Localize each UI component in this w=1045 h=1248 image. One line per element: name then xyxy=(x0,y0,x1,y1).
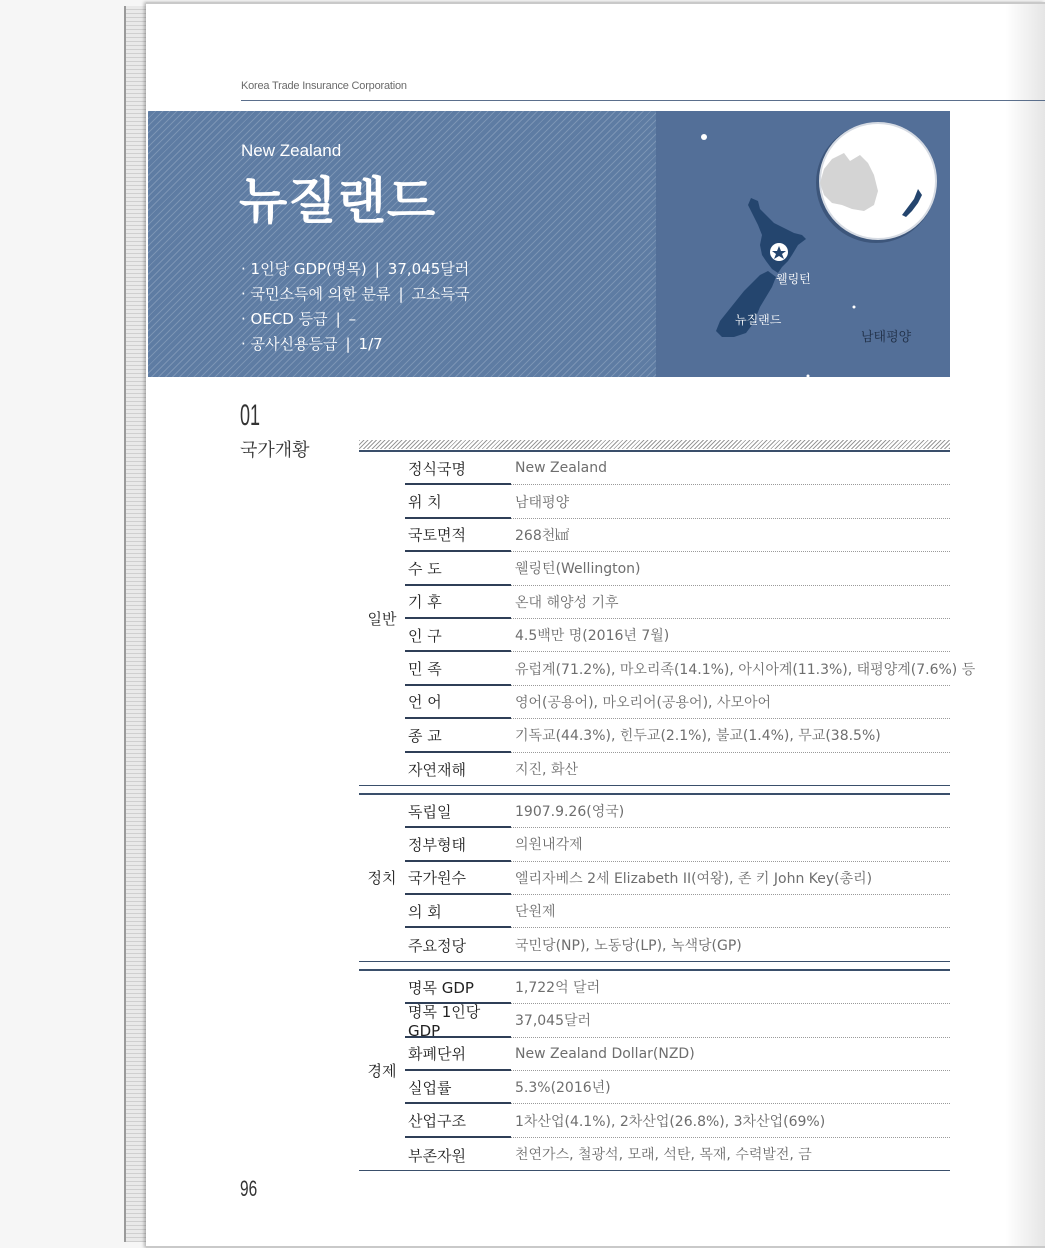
row-key: 명목 1인당 GDP xyxy=(405,1005,511,1037)
row-key: 부존자원 xyxy=(408,1146,466,1165)
table-row xyxy=(405,1071,950,1104)
map-panel xyxy=(656,111,950,377)
table-row xyxy=(405,1038,950,1071)
row-value: 1차산업(4.1%), 2차산업(26.8%), 3차산업(69%) xyxy=(515,1113,826,1130)
fact-label: · OECD 등급 xyxy=(241,310,328,328)
country-name-ko: 뉴질랜드 xyxy=(239,172,437,230)
key-facts-list xyxy=(241,257,470,357)
info-group-general xyxy=(359,450,976,786)
table-row xyxy=(405,862,950,895)
row-value: 의원내각제 xyxy=(515,837,583,854)
table-row xyxy=(405,971,950,1004)
page-edge-shadow xyxy=(1005,4,1045,1246)
row-key: 종 교 xyxy=(405,720,511,752)
ocean-label: 남태평양 xyxy=(861,330,912,345)
capital-label: 웰링턴 xyxy=(776,272,811,286)
fact-value: 고소득국 xyxy=(411,285,470,303)
row-value: 남태평양 xyxy=(515,494,570,511)
row-key: 산업구조 xyxy=(405,1105,511,1137)
row-key: 기 후 xyxy=(405,587,511,619)
row-key: 자연재해 xyxy=(408,761,466,780)
row-key: 인 구 xyxy=(405,620,511,652)
fact-label: · 국민소득에 의한 분류 xyxy=(241,285,391,303)
table-row xyxy=(405,586,950,619)
table-row xyxy=(405,795,950,828)
row-value: 268천㎢ xyxy=(515,527,570,544)
row-value: New Zealand Dollar(NZD) xyxy=(515,1045,695,1062)
document-page xyxy=(146,2,1045,1248)
fact-value: 37,045달러 xyxy=(387,260,470,278)
country-banner xyxy=(148,111,950,377)
fact-item xyxy=(241,307,470,332)
info-group-politics xyxy=(359,793,950,962)
row-value: 국민당(NP), 노동당(LP), 녹색당(GP) xyxy=(515,937,742,954)
group-label: 경제 xyxy=(367,1062,397,1081)
fact-separator: | xyxy=(345,335,351,353)
table-row xyxy=(405,828,950,861)
page-number: 96 xyxy=(240,1176,258,1201)
fact-value: – xyxy=(348,310,357,328)
table-row xyxy=(405,1104,950,1137)
table-row xyxy=(405,552,950,585)
row-key: 위 치 xyxy=(405,486,511,518)
row-value: 영어(공용어), 마오리어(공용어), 사모아어 xyxy=(515,694,772,711)
fact-value: 1/7 xyxy=(358,335,383,353)
row-value: 웰링턴(Wellington) xyxy=(515,561,641,578)
table-row xyxy=(405,485,950,518)
row-key: 실업률 xyxy=(405,1072,511,1104)
row-value: 37,045달러 xyxy=(515,1013,592,1030)
table-row xyxy=(405,895,950,928)
section-number: 01 xyxy=(240,399,261,432)
row-value: 5.3%(2016년) xyxy=(515,1080,611,1097)
table-row xyxy=(405,686,950,719)
island-dot xyxy=(701,134,707,140)
country-overview-table xyxy=(359,450,976,1171)
fact-label: · 1인당 GDP(명목) xyxy=(241,260,367,278)
row-key: 화폐단위 xyxy=(405,1039,511,1071)
row-value: New Zealand xyxy=(515,460,607,477)
table-row xyxy=(405,652,976,685)
table-row xyxy=(405,928,950,960)
row-key: 민 족 xyxy=(405,653,511,685)
table-row xyxy=(405,452,950,485)
table-row xyxy=(405,619,950,652)
row-key: 국가원수 xyxy=(405,863,511,895)
table-row xyxy=(405,719,950,752)
row-value: 기독교(44.3%), 힌두교(2.1%), 불교(1.4%), 무교(38.5%) xyxy=(515,728,881,745)
banner-info-panel xyxy=(148,111,656,377)
row-value: 4.5백만 명(2016년 7월) xyxy=(515,628,670,645)
section-title: 국가개황 xyxy=(240,440,310,461)
table-row xyxy=(405,1002,950,1040)
fact-item xyxy=(241,282,470,307)
running-head: Korea Trade Insurance Corporation xyxy=(241,80,407,92)
table-row xyxy=(405,519,950,552)
row-value: 단원제 xyxy=(515,904,556,921)
group-label: 정치 xyxy=(367,869,397,888)
country-name-en: New Zealand xyxy=(241,141,342,160)
row-value: 천연가스, 철광석, 모래, 석탄, 목재, 수력발전, 금 xyxy=(515,1147,812,1163)
table-row xyxy=(405,753,950,785)
header-rule xyxy=(241,100,1045,101)
fact-separator: | xyxy=(335,310,341,328)
group-label: 일반 xyxy=(367,609,397,628)
fact-item xyxy=(241,257,470,282)
north-island-shape xyxy=(748,198,806,273)
row-key: 언 어 xyxy=(405,687,511,719)
island-dot xyxy=(853,306,856,309)
fact-separator: | xyxy=(398,285,404,303)
row-key: 정부형태 xyxy=(405,829,511,861)
book-spine xyxy=(124,6,148,1242)
row-key: 주요정당 xyxy=(408,937,466,956)
table-row xyxy=(405,1138,950,1170)
row-value: 온대 해양성 기후 xyxy=(515,594,619,611)
row-value: 엘리자베스 2세 Elizabeth II(여왕), 존 키 John Key(총리) xyxy=(515,870,873,887)
country-map-label: 뉴질랜드 xyxy=(735,313,782,327)
fact-label: · 공사신용등급 xyxy=(241,335,338,353)
row-value: 유럽계(71.2%), 마오리족(14.1%), 아시아계(11.3%), 태평양계(7.6%) 등 xyxy=(515,661,976,678)
row-key: 국토면적 xyxy=(405,520,511,552)
row-key: 수 도 xyxy=(405,553,511,585)
row-key: 정식국명 xyxy=(405,453,511,485)
island-dot xyxy=(807,375,810,378)
info-group-economy xyxy=(359,969,950,1171)
row-key: 명목 GDP xyxy=(405,972,511,1004)
row-value: 1,722억 달러 xyxy=(515,980,601,997)
row-key: 의 회 xyxy=(405,896,511,928)
row-value: 1907.9.26(영국) xyxy=(515,804,625,821)
row-key: 독립일 xyxy=(405,796,511,828)
fact-separator: | xyxy=(374,260,380,278)
table-hatch-bar xyxy=(359,440,950,449)
fact-item xyxy=(241,332,470,357)
row-value: 지진, 화산 xyxy=(515,761,578,778)
